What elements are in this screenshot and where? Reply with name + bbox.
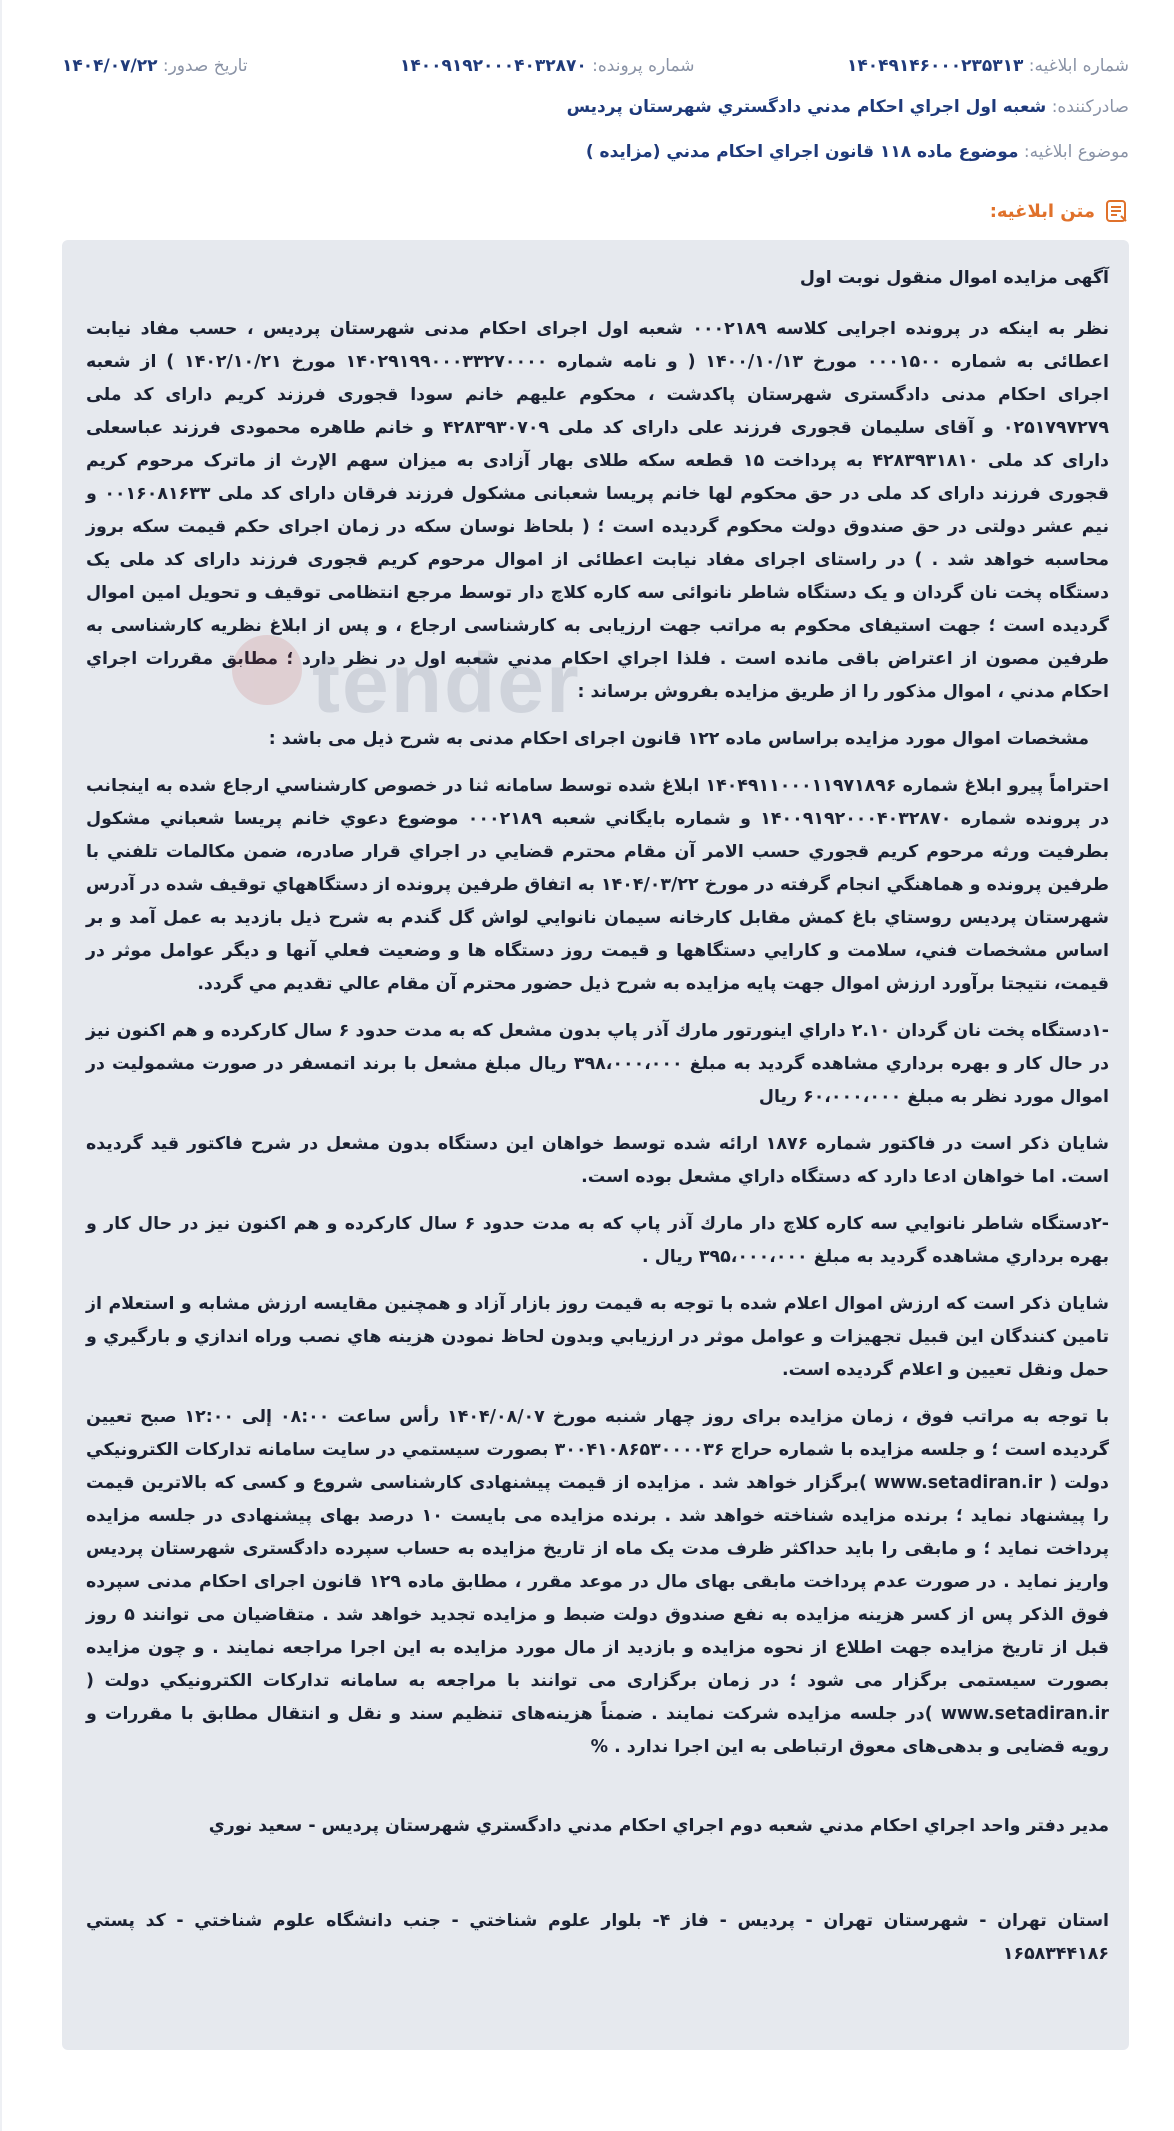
- issuer-value: شعبه اول اجراي احكام مدني دادگستري شهرستان پرديس: [566, 97, 1047, 117]
- paragraph-item-1-note: شايان ذكر است در فاكتور شماره ۱۸۷۶ ارائه شده توسط خواهان اين دستگاه بدون مشعل در شرح فاكتور قيد گرديده است. اما خواهان ادعا دارد كه دستگاه داراي مشعل بوده است.: [86, 1134, 1109, 1187]
- signature: مدير دفتر واحد اجراي احكام مدني شعبه دوم اجراي احكام مدني دادگستري شهرستان پرديس - سعيد نوري: [208, 1816, 1109, 1836]
- paragraph-auction-terms: با توجه به مراتب فوق ، زمان مزایده برای روز چهار شنبه مورخ ۱۴۰۴/۰۸/۰۷ رأس ساعت ۰۸:۰۰ إلی ۱۲:۰۰ صبح تعیین گردیده است ؛ و جلسه مزایده با شماره حراج ۳۰۰۴۱۰۸۶۵۳۰۰۰۰۳۶ بصورت سیستمي در سایت سامانه تداركات الكترونيكي دولت ( www.setadiran.ir )برگزار خواهد شد . مزایده از قیمت پیشنهادی کارشناسی شروع و کسی که بالاترین قیمت را پیشنهاد نماید ؛ برنده مزایده شناخته خواهد شد . برنده مزایده می بایست ۱۰ درصد بهای پیشنهادی در جلسه مزایده پرداخت نماید ؛ و مابقی را باید حداکثر ظرف مدت یک ماه از تاریخ مزایده به حساب سپرده دادگستری شهرستان پردیس واریز نماید . در صورت عدم پرداخت مابقی بهای مال در موعد مقرر ، مطابق ماده ۱۲۹ قانون اجرای احکام مدنی سپرده فوق الذکر پس از کسر هزینه مزایده به نفع صندوق دولت ضبط و مزایده تجدید خواهد شد . متقاضیان می توانند ۵ روز قبل از تاریخ مزایده جهت اطلاع از نحوه مزایده و بازدید از مال مورد مزایده به این اجرا مراجعه نمایند . و چون مزایده بصورت سیستمی برگزار می شود ؛ در زمان برگزاری می توانند با مراجعه به سامانه تداركات الكترونيكي دولت ( www.setadiran.ir )در جلسه مزایده شرکت نمایند . ضمناً هزینه‌های تنظیم سند و نقل و انتقال مطابق با مقررات و رویه قضایی و بدهی‌های معوق ارتباطی به این اجرا ندارد . %: [86, 1407, 1109, 1757]
- subject-row: [62, 138, 1129, 166]
- header-meta-row: [62, 52, 1129, 80]
- notice-number-value: ۱۴۰۴۹۱۴۶۰۰۰۲۳۵۳۱۳: [846, 56, 1024, 76]
- spec-heading: مشخصات اموال مورد مزایده براساس ماده ۱۲۲ قانون اجرای احکام مدنی به شرح ذیل می باشد :: [268, 729, 1089, 749]
- subject-value: موضوع ماده ۱۱۸ قانون اجراي احكام مدني (مزايده ): [585, 142, 1019, 162]
- notice-text-title: [990, 198, 1129, 224]
- issue-date-value: ۱۴۰۴/۰۷/۲۲: [62, 56, 158, 76]
- issuer-row: [62, 93, 1129, 121]
- watermark-text: tender: [312, 636, 581, 730]
- case-number-value: ۱۴۰۰۹۱۹۲۰۰۰۴۰۳۲۸۷۰: [399, 56, 587, 76]
- notice-text-title-label: متن ابلاغیه:: [989, 200, 1095, 222]
- case-number: [400, 52, 695, 80]
- issue-date-label: تاریخ صدور:: [162, 56, 248, 76]
- issue-date: [62, 52, 248, 80]
- address: استان تهران - شهرستان تهران - پرديس - فاز ۴- بلوار علوم شناختي - جنب دانشگاه علوم شناختي - كد پستي ۱۶۵۸۳۴۴۱۸۶: [86, 1911, 1110, 1964]
- paragraph-item-1: -۱دستگاه پخت نان گردان ۲.۱۰ داراي اينورتور مارك آذر پاپ بدون مشعل كه به مدت حدود ۶ سال كاركرده و هم اكنون نيز در حال كار و بهره برداري مشاهده گرديد به مبلغ ۳۹۸،۰۰۰،۰۰۰ ريال مبلغ مشعل با برند اتمسفر در صورت مشموليت در اموال مورد نظر به مبلغ ۶۰،۰۰۰،۰۰۰ ريال: [86, 1021, 1109, 1107]
- issuer-label: صادرکننده:: [1051, 97, 1129, 117]
- document-text-icon: [1103, 198, 1129, 224]
- case-number-label: شماره پرونده:: [592, 56, 695, 76]
- paragraph-valuation-note: شايان ذكر است كه ارزش اموال اعلام شده با توجه به قيمت روز بازار آزاد و همچنين مقايسه ارزش مشابه و استعلام از تامين كنندگان اين قبيل تجهيزات و عوامل موثر در ارزيابي وبدون لحاظ نمودن هزينه هاي نصب وراه اندازي و بارگيري و حمل ونقل تعيين و اعلام گرديده است.: [86, 1294, 1109, 1380]
- notice-heading: آگهی مزایده اموال منقول نوبت اول: [799, 268, 1109, 288]
- subject-label: موضوع ابلاغیه:: [1023, 142, 1129, 162]
- notice-number: [847, 52, 1129, 80]
- notice-body: [62, 240, 1129, 2050]
- paragraph-expert-report: احتراماً پیرو ابلاغ شماره ۱۴۰۴۹۱۱۰۰۰۱۱۹۷۱۸۹۶ ابلاغ شده توسط سامانه ثنا در خصوص كارشناسي ارجاع شده به اينجانب در پرونده شماره ۱۴۰۰۹۱۹۲۰۰۰۴۰۳۲۸۷۰ و شماره بايگاني شعبه ۰۰۰۲۱۸۹ موضوع دعوي خانم پريسا شعباني مشكول بطرفيت ورثه مرحوم كريم قجوري حسب الامر آن مقام محترم قضايي در اجراي قرار صادره، ضمن مكالمات تلفني با طرفين پرونده و هماهنگي انجام گرفته در مورخ ۱۴۰۴/۰۳/۲۲ به اتفاق طرفين پرونده از دستگاههاي توقيف شده در آدرس شهرستان پرديس روستاي باغ كمش مقابل كارخانه سيمان نانوايي لواش گل گندم به شرح ذيل بازديد به عمل آمد و بر اساس مشخصات فني، سلامت و كارايي دستگاهها و قيمت روز دستگاه ها و وضعيت فعلي آنها و ديگر عوامل موثر در قيمت، نتيجتا برآورد ارزش اموال جهت پايه مزايده به شرح ذيل حضور محترم آن مقام عالي تقديم مي گردد.: [86, 776, 1109, 994]
- paragraph-intro: نظر به اینکه در پرونده اجرایی کلاسه ۰۰۰۲۱۸۹ شعبه اول اجرای احکام مدنی شهرستان پردیس ، حسب مفاد نیابت اعطائی به شماره ۰۰۰۱۵۰۰ مورخ ۱۴۰۰/۱۰/۱۳ ( و نامه شماره ۱۴۰۲۹۱۹۹۰۰۰۳۳۲۷۰۰۰۰ مورخ ۱۴۰۲/۱۰/۲۱ ) از شعبه اجرای احکام مدنی دادگستری شهرستان پاکدشت ، محکوم علیهم خانم سودا قجوری فرزند کریم دارای کد ملی ۰۲۵۱۷۹۷۲۷۹ و آقای سلیمان قجوری فرزند علی دارای کد ملی ۴۲۸۳۹۳۰۷۰۹ و خانم طاهره محمودی فرزند عباسعلی دارای کد ملی ۴۲۸۳۹۳۱۸۱۰ به پرداخت ۱۵ قطعه سکه طلای بهار آزادی به میزان سهم الإرث از ماترک مرحوم کریم قجوری فرزند دارای کد ملی در حق محکوم لها خانم پریسا شعبانی مشکول فرزند فرقان دارای کد ملی ۰۰۱۶۰۸۱۶۳۳ و نیم عشر دولتی در حق صندوق دولت محکوم گردیده است ؛ ( بلحاظ نوسان سکه در زمان اجرای حکم قیمت سکه بروز محاسبه خواهد شد . ) در راستای اجرای مفاد نیابت اعطائی از اموال مرحوم کریم قجوری فرزند دارای کد ملی یک دستگاه پخت نان گردان و یک دستگاه شاطر نانوائی سه کاره کلاچ دار توسط مرجع انتظامی توقیف و تحویل امین اموال گردیده است ؛ جهت استیفای محکوم به مراتب جهت ارزیابی به کارشناسی ارجاع ، و پس از ابلاغ نظریه کارشناسی به طرفین مصون از اعتراض باقی مانده است . فلذا اجراي احكام مدني شعبه اول در نظر دارد ؛ مطابق مقررات اجراي احكام مدني ، اموال مذکور را از طریق مزایده بفروش برساند :: [86, 319, 1110, 702]
- notice-number-label: شماره ابلاغیه:: [1028, 56, 1129, 76]
- paragraph-item-2: -۲دستگاه شاطر نانوايي سه كاره كلاچ دار مارك آذر پاپ كه به مدت حدود ۶ سال كاركرده و هم اكنون نيز در حال كار و بهره برداري مشاهده گرديد به مبلغ ۳۹۵،۰۰۰،۰۰۰ ريال .: [86, 1214, 1110, 1267]
